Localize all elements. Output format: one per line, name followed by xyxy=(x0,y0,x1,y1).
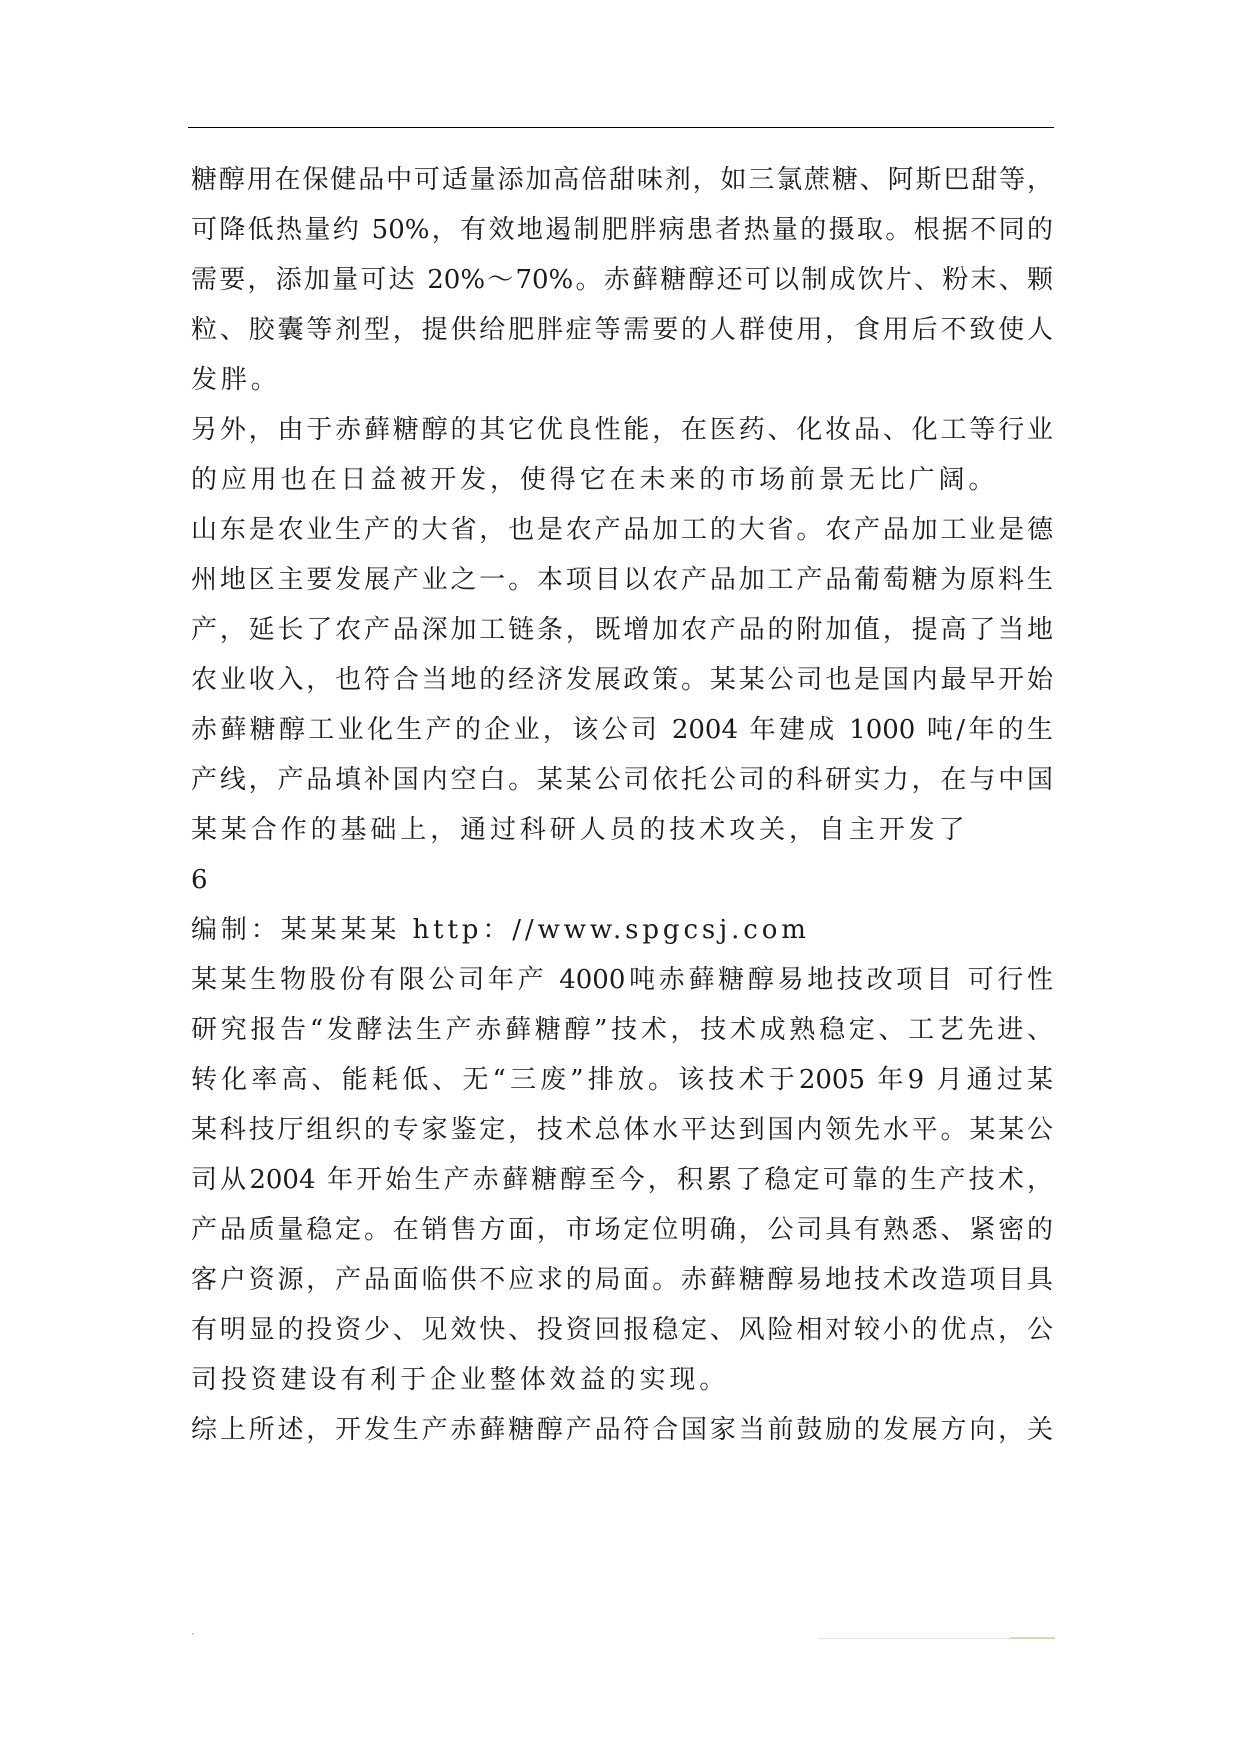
text-line: 有明显的投资少、见效快、投资回报稳定、风险相对较小的优点，公 xyxy=(191,1315,1053,1345)
text-line: 可降低热量约 50%，有效地遏制肥胖病患者热量的摄取。根据不同的 xyxy=(191,215,1053,245)
text-line: 需要，添加量可达 20%～70%。赤藓糖醇还可以制成饮片、粉末、颗 xyxy=(191,265,1053,295)
text-line: 某某生物股份有限公司年产 4000吨赤藓糖醇易地技改项目 可行性 xyxy=(191,965,1053,995)
document-body xyxy=(191,155,1053,1455)
text-line: 粒、胶囊等剂型，提供给肥胖症等需要的人群使用，食用后不致使人 xyxy=(191,315,1053,345)
text-line: 某科技厅组织的专家鉴定，技术总体水平达到国内领先水平。某某公 xyxy=(191,1115,1053,1145)
text-line: 产线，产品填补国内空白。某某公司依托公司的科研实力，在与中国 xyxy=(191,765,1053,795)
page-number: 6 xyxy=(191,865,212,895)
text-line: 转化率高、能耗低、无“三废”排放。该技术于2005 年9 月通过某 xyxy=(191,1065,1053,1095)
text-line: 糖醇用在保健品中可适量添加高倍甜味剂，如三氯蔗糖、阿斯巴甜等， xyxy=(191,165,1053,195)
text-line: 司从2004 年开始生产赤藓糖醇至今，积累了稳定可靠的生产技术， xyxy=(191,1165,1053,1195)
text-line: 客户资源，产品面临供不应求的局面。赤藓糖醇易地技术改造项目具 xyxy=(191,1265,1053,1295)
text-line: 某某合作的基础上，通过科研人员的技术攻关，自主开发了 xyxy=(191,815,969,845)
text-line: 山东是农业生产的大省，也是农产品加工的大省。农产品加工业是德 xyxy=(191,515,1053,545)
text-line: 产，延长了农产品深加工链条，既增加农产品的附加值，提高了当地 xyxy=(191,615,1053,645)
footer-accent-rule xyxy=(1010,1637,1055,1639)
text-line: 综上所述，开发生产赤藓糖醇产品符合国家当前鼓励的发展方向，关 xyxy=(191,1415,1053,1445)
text-line: 司投资建设有利于企业整体效益的实现。 xyxy=(191,1365,730,1395)
compiler-line: 编制：某某某某 http：//www.spgcsj.com xyxy=(191,915,810,945)
header-rule xyxy=(188,127,1054,128)
text-line: 赤藓糖醇工业化生产的企业，该公司 2004 年建成 1000 吨/年的生 xyxy=(191,715,1053,745)
text-line: 的应用也在日益被开发，使得它在未来的市场前景无比广阔。 xyxy=(191,465,999,495)
text-line: 发胖。 xyxy=(191,365,281,395)
footer-mark xyxy=(192,1633,194,1635)
text-line: 州地区主要发展产业之一。本项目以农产品加工产品葡萄糖为原料生 xyxy=(191,565,1053,595)
text-line: 研究报告“发酵法生产赤藓糖醇”技术，技术成熟稳定、工艺先进、 xyxy=(191,1015,1053,1045)
text-line: 农业收入，也符合当地的经济发展政策。某某公司也是国内最早开始 xyxy=(191,665,1053,695)
text-line: 另外，由于赤藓糖醇的其它优良性能，在医药、化妆品、化工等行业 xyxy=(191,415,1053,445)
text-line: 产品质量稳定。在销售方面，市场定位明确，公司具有熟悉、紧密的 xyxy=(191,1215,1053,1245)
